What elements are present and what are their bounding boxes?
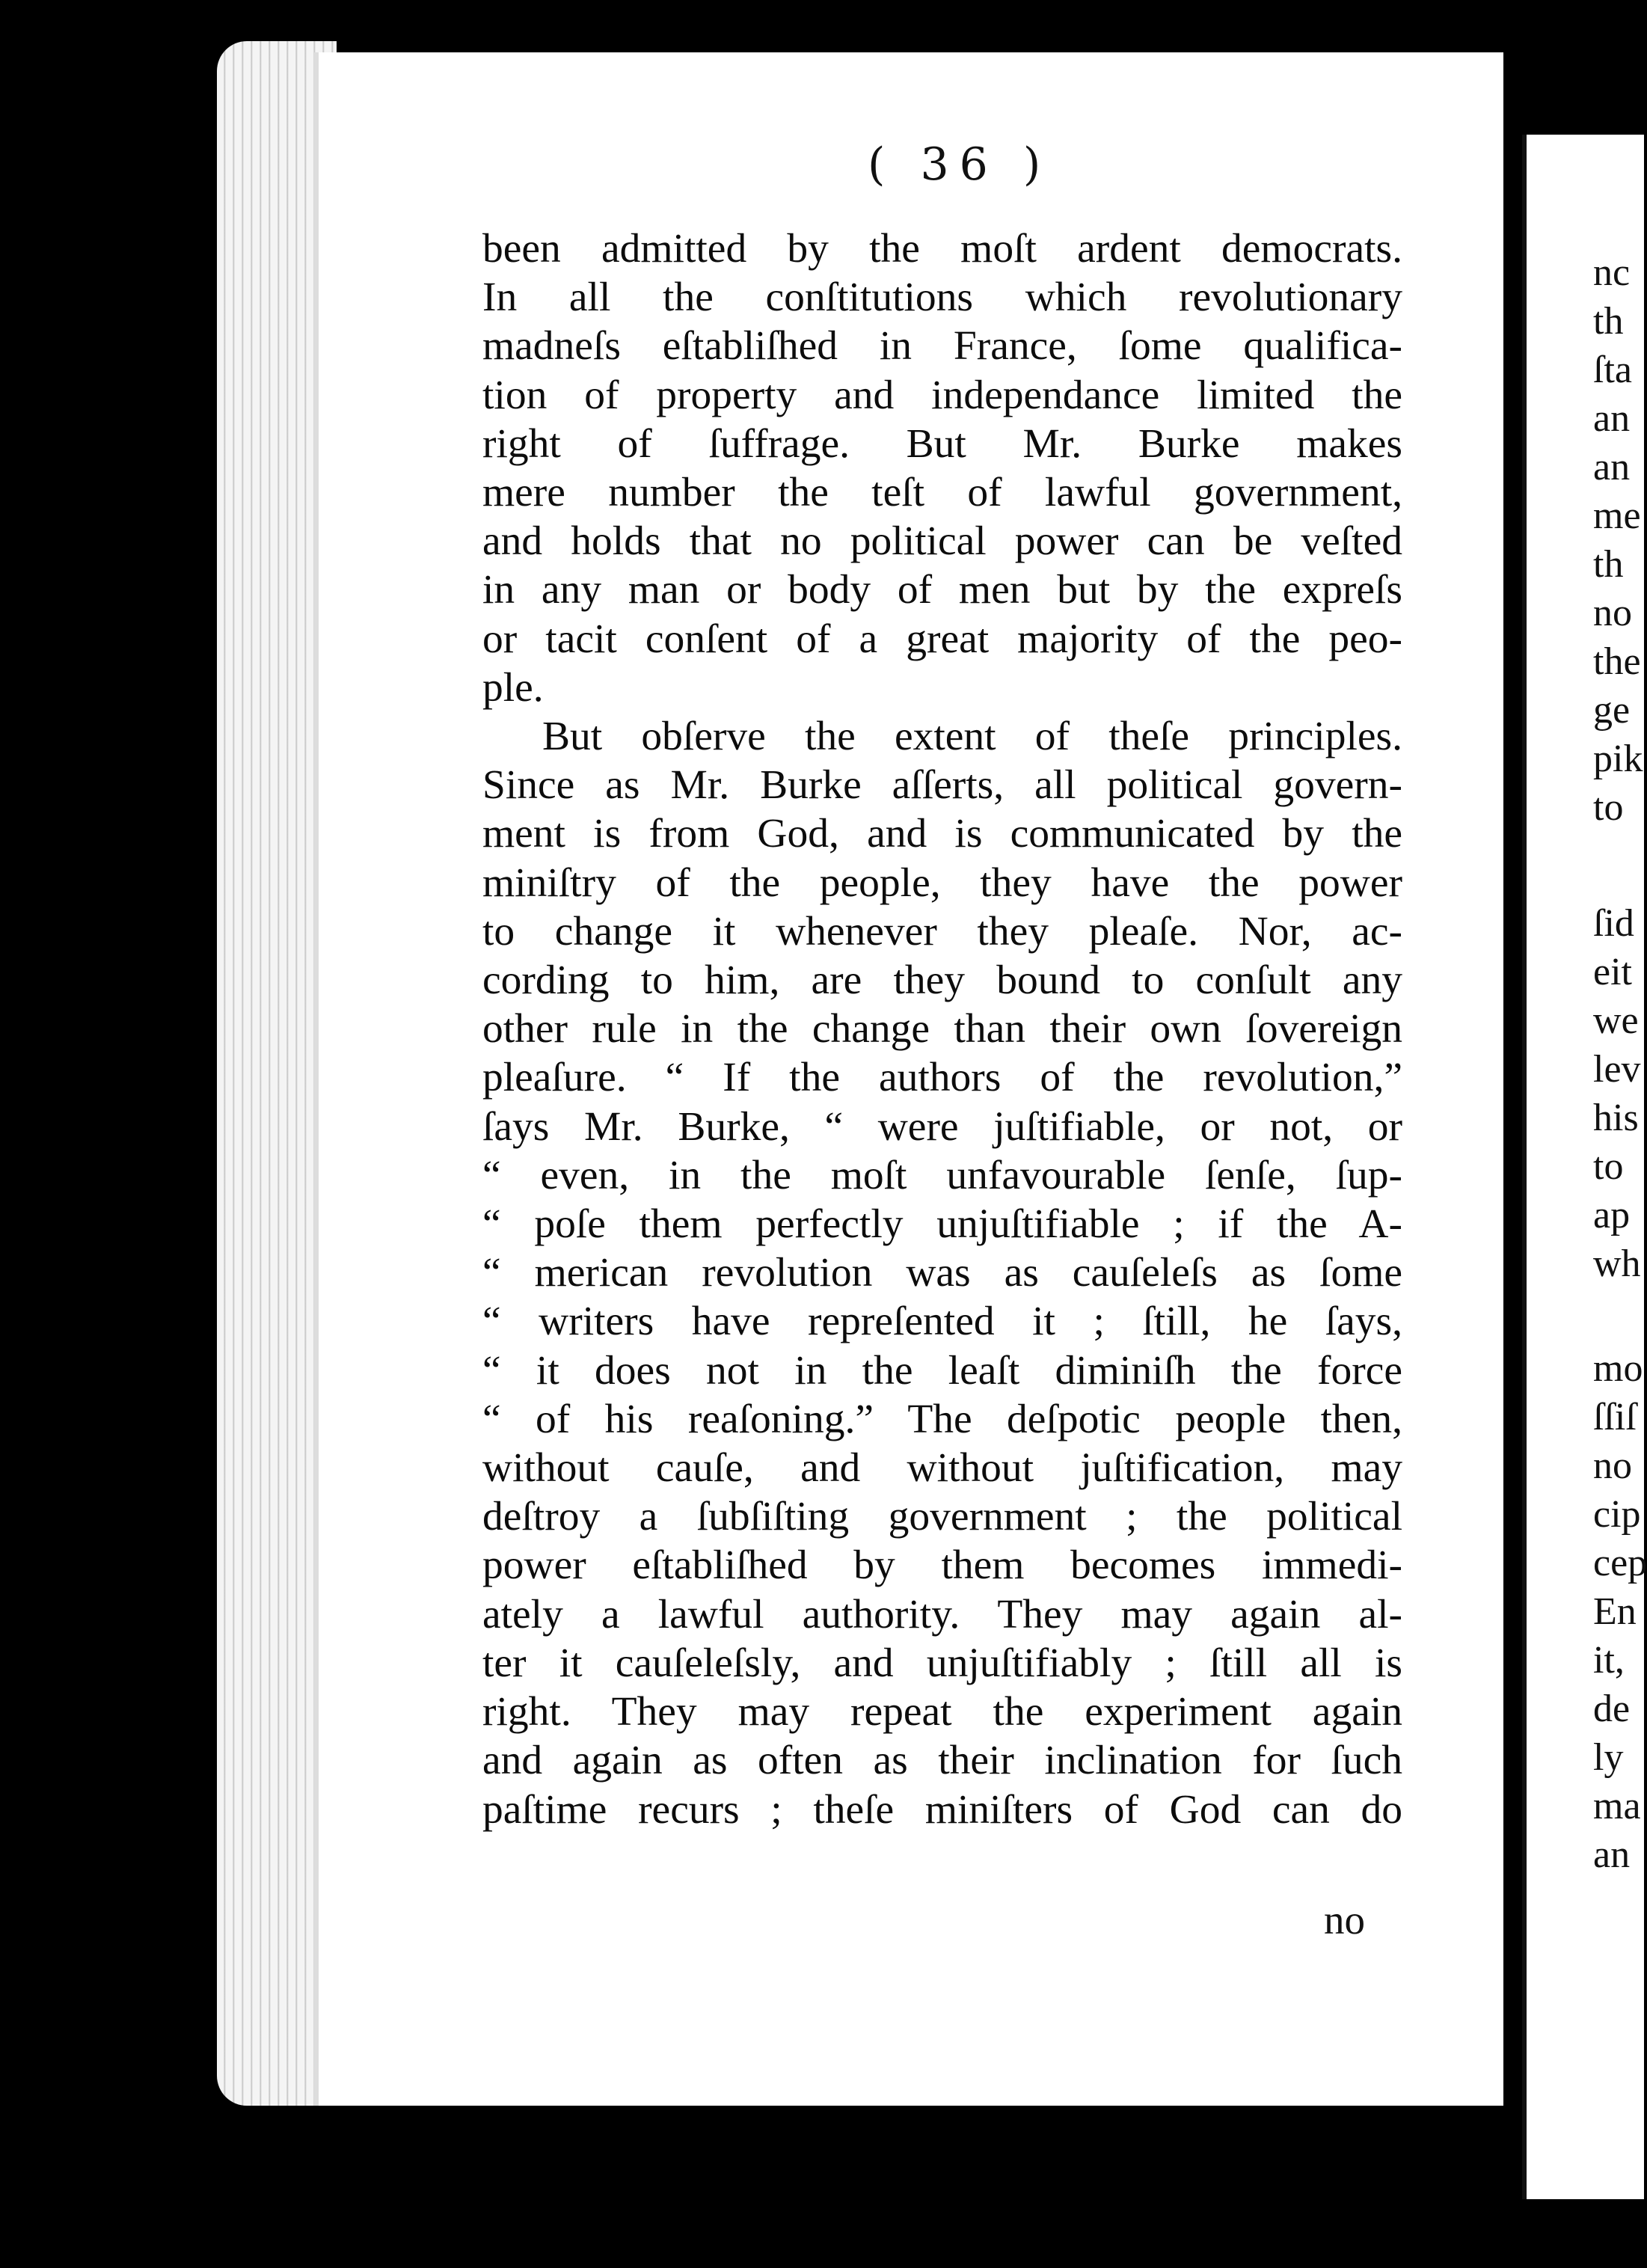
text-line: “ writers have repreſented it ; ſtill, he ſays, (482, 1299, 1402, 1345)
facing-page-line: ſſiſ (1593, 1396, 1637, 1438)
text-line: ment is from God, and is communicated by the (482, 811, 1402, 857)
facing-page-line: no (1593, 1444, 1632, 1487)
facing-page-line: lev (1593, 1048, 1641, 1091)
text-line: ſays Mr. Burke, “ were juſtifiable, or not, or (482, 1103, 1402, 1150)
text-line: ple. (482, 664, 544, 711)
text-line: In all the conſtitutions which revolutionary (482, 275, 1402, 321)
text-line: without cauſe, and without juſtification, may (482, 1445, 1402, 1492)
text-line: “ poſe them perfectly unjuſtifiable ; if the A- (482, 1201, 1402, 1248)
facing-page-line: ma (1593, 1785, 1641, 1827)
text-line: Since as Mr. Burke aſſerts, all political govern- (482, 762, 1402, 809)
facing-page-line: no (1593, 592, 1632, 634)
text-line: ter it cauſeleſsly, and unjuſtifiably ; ſtill all is (482, 1640, 1402, 1686)
text-line: madneſs eſtabliſhed in France, ſome qualifica- (482, 323, 1402, 370)
facing-page-line: eit (1593, 951, 1632, 993)
text-line: other rule in the change than their own ſovereign (482, 1006, 1402, 1052)
catchword: no (1324, 1897, 1365, 1943)
text-line: “ even, in the moſt unfavourable ſenſe, ſup- (482, 1152, 1402, 1198)
text-line: right of ſuffrage. But Mr. Burke makes (482, 420, 1402, 467)
text-line: “ merican revolution was as cauſeleſs as ſome (482, 1250, 1402, 1296)
facing-page-line: his (1593, 1097, 1639, 1139)
facing-page-line: to (1593, 786, 1624, 829)
facing-page-line: cip (1593, 1493, 1641, 1536)
facing-page-line: ap (1593, 1194, 1631, 1236)
text-line: deſtroy a ſubſiſting government ; the political (482, 1494, 1402, 1540)
facing-page-line: En (1593, 1590, 1637, 1633)
text-line: But obſerve the extent of theſe principles. (542, 714, 1402, 760)
facing-page-line: it, (1593, 1639, 1625, 1682)
text-line: ately a lawful authority. They may again al- (482, 1591, 1402, 1637)
facing-page-line: de (1593, 1688, 1631, 1730)
text-line: right. They may repeat the experiment again (482, 1689, 1402, 1735)
text-line: paſtime recurs ; theſe miniſters of God can do (482, 1786, 1402, 1833)
facing-page-line: ge (1593, 689, 1631, 732)
page-number: ( 36 ) (868, 138, 1052, 191)
text-line: been admitted by the moſt ardent democrats. (482, 226, 1402, 272)
facing-page-line: ſta (1593, 349, 1632, 391)
text-line: “ of his reaſoning.” The deſpotic people then, (482, 1396, 1402, 1442)
facing-page-line: nc (1593, 251, 1631, 294)
facing-page-line: mo (1593, 1347, 1643, 1390)
facing-page-line: th (1593, 543, 1624, 586)
text-line: mere number the teſt of lawful government, (482, 470, 1402, 516)
facing-page-line: ſid (1593, 902, 1634, 945)
text-line: pleaſure. “ If the authors of the revolution,” (482, 1055, 1402, 1101)
text-line: and again as often as their inclination for ſuch (482, 1738, 1402, 1784)
facing-page-line: to (1593, 1145, 1624, 1188)
text-line: in any man or body of men but by the expreſs (482, 567, 1402, 613)
facing-page-line: me (1593, 494, 1641, 537)
facing-page-line: pik (1593, 738, 1643, 780)
facing-page-line: we (1593, 999, 1639, 1042)
text-line: to change it whenever they pleaſe. Nor, ac- (482, 908, 1402, 954)
facing-page-line: cep (1593, 1542, 1647, 1584)
facing-page-line: the (1593, 640, 1641, 683)
facing-page-line: wh (1593, 1242, 1641, 1285)
page-body (482, 224, 1402, 1834)
facing-page-line: an (1593, 446, 1631, 488)
text-line: or tacit conſent of a great majority of the peo- (482, 616, 1402, 662)
text-line: tion of property and independance limited the (482, 372, 1402, 418)
text-line: cording to him, are they bound to conſult any (482, 957, 1402, 1004)
text-line: and holds that no political power can be veſted (482, 518, 1402, 565)
text-line: miniſtry of the people, they have the power (482, 859, 1402, 906)
facing-page-line: th (1593, 300, 1624, 343)
facing-page-line: ly (1593, 1736, 1624, 1779)
facing-page-line: an (1593, 397, 1631, 440)
text-line: power eſtabliſhed by them becomes immedi- (482, 1542, 1402, 1589)
text-line: “ it does not in the leaſt diminiſh the force (482, 1347, 1402, 1394)
facing-page-line: an (1593, 1833, 1631, 1876)
